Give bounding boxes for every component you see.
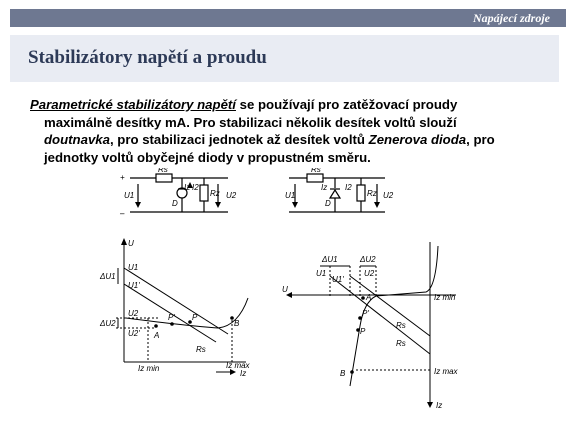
g1-pp: P' (168, 313, 175, 322)
c2-rs: Rs (311, 168, 321, 174)
g1-izmax: Iz max (226, 361, 250, 370)
glow-tube-text: doutnavka (44, 132, 110, 147)
g1-du1: ΔU1 (100, 272, 116, 281)
c1-iz: Iz (184, 183, 191, 192)
g2-rs2: Rs (396, 339, 406, 348)
g2-u2: U2 (364, 269, 375, 278)
paragraph-line-3 (30, 131, 550, 149)
g2-izmax: Iz max (434, 367, 458, 376)
diode-characteristic-graph (280, 236, 470, 414)
diode-circuit-diagram (285, 168, 400, 220)
paragraph-line-4: jednotky voltů obyčejné diody v propustném směru. (44, 149, 371, 165)
line1-rest: se používají pro zatěžovací proudy (235, 97, 458, 112)
c1-u1: U1 (124, 191, 135, 200)
g2-iz: Iz (436, 401, 443, 410)
line3-end: , pro (466, 132, 495, 147)
g2-izmin: Iz min (434, 293, 456, 302)
g2-b: B (340, 369, 346, 378)
zener-text: Zenerova dioda (368, 132, 467, 147)
g1-a: A (154, 331, 160, 340)
g2-p: P (360, 327, 366, 336)
zener-circuit-diagram (118, 168, 248, 220)
g1-rs: Rs (196, 345, 206, 354)
g2-u1: U1 (316, 269, 327, 278)
g1-p: P (192, 313, 198, 322)
c1-plus: + (120, 173, 125, 182)
paragraph-line-2: maximálně desítky mA. Pro stabilizaci několik desítek voltů slouží (44, 114, 457, 130)
zener-characteristic-graph (98, 236, 268, 386)
c2-iz: Iz (321, 183, 328, 192)
g1-u: U (128, 239, 134, 248)
g1-b: B (234, 319, 240, 328)
c1-rs: Rs (158, 168, 168, 174)
term-text: Parametrické stabilizátory napětí (30, 97, 236, 112)
c1-d: D (172, 199, 178, 208)
g1-u1p: U1' (128, 281, 140, 290)
title-bar (10, 35, 559, 82)
paragraph-line-1 (30, 96, 550, 114)
g2-u: U (282, 285, 288, 294)
g2-rs1: Rs (396, 321, 406, 330)
c2-i2: I2 (345, 183, 352, 192)
g1-du2: ΔU2 (100, 319, 116, 328)
c1-minus: – (120, 209, 125, 218)
section-label: Napájecí zdroje (473, 11, 550, 25)
slide-title: Stabilizátory napětí a proudu (28, 47, 267, 68)
c2-rz: Rz (367, 189, 377, 198)
c1-rz: Rz (210, 189, 220, 198)
body-paragraph (30, 96, 550, 166)
g1-u1: U1 (128, 263, 139, 272)
g2-du2: ΔU2 (360, 255, 376, 264)
g2-a: A (366, 293, 372, 302)
c2-u1: U1 (285, 191, 296, 200)
c2-d: D (325, 199, 331, 208)
g2-u1p: U1' (332, 275, 344, 284)
g1-u2: U2 (128, 309, 139, 318)
g1-izmin: Iz min (138, 364, 160, 373)
g1-iz: Iz (240, 369, 247, 378)
header-bar (10, 9, 566, 27)
c1-i2: I2 (192, 183, 199, 192)
g1-u2p: U2' (128, 329, 140, 338)
g2-pp: P' (362, 309, 369, 318)
c2-u2: U2 (383, 191, 394, 200)
g2-du1: ΔU1 (322, 255, 338, 264)
line3-mid: , pro stabilizaci jednotek až desítek voltů (109, 132, 369, 147)
c1-u2: U2 (226, 191, 237, 200)
